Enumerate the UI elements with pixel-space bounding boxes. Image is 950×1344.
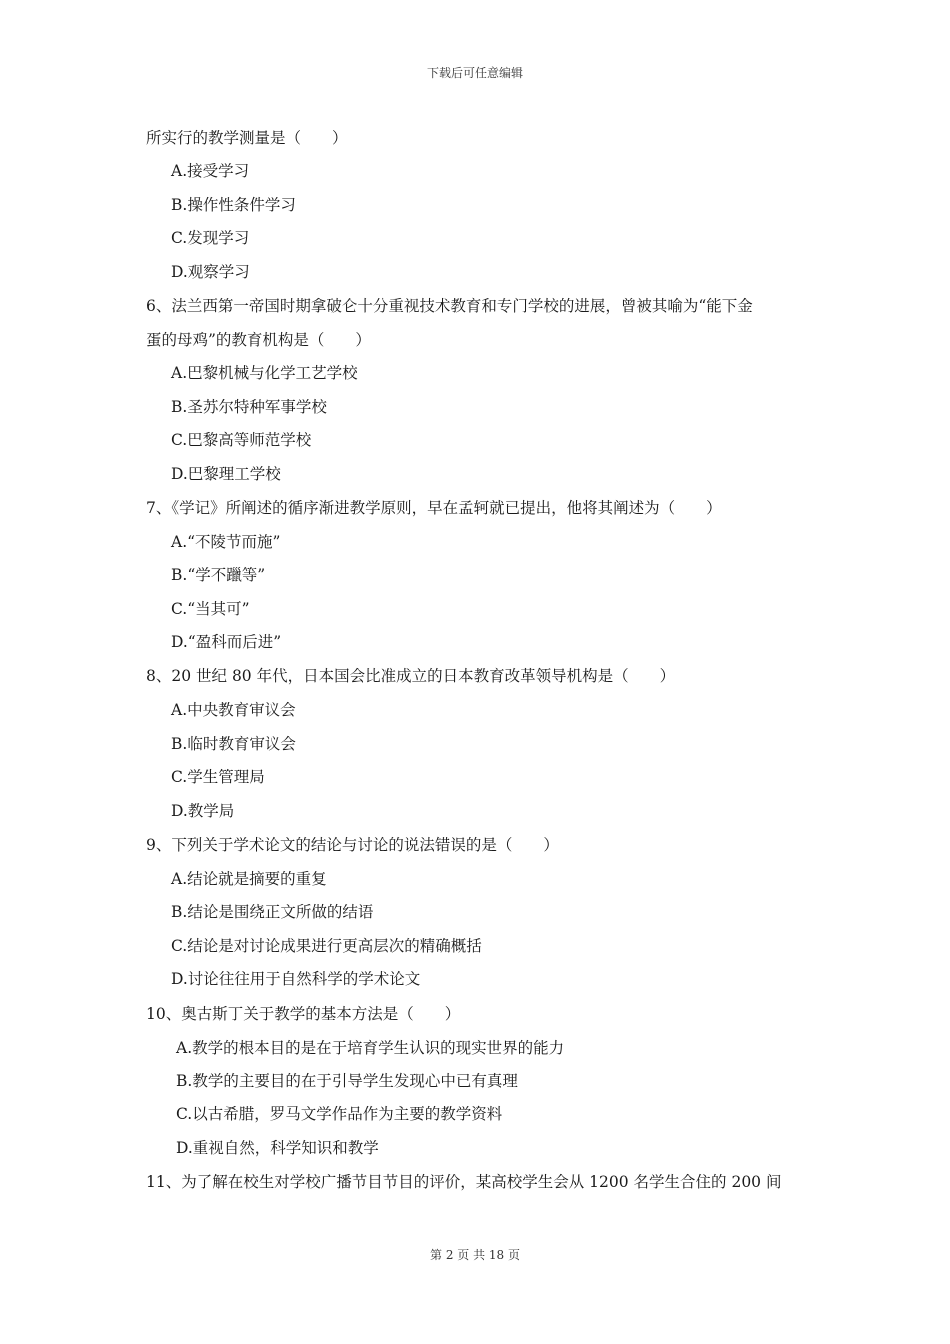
question-text: 10、奥古斯丁关于教学的基本方法是（ ） [146, 1004, 461, 1023]
question-text: 蛋的母鸡”的教育机构是（ ） [146, 330, 371, 349]
answer-option: D.“盈科而后进” [171, 633, 282, 652]
answer-option: B.结论是围绕正文所做的结语 [171, 903, 374, 922]
answer-option: A.结论就是摘要的重复 [171, 870, 327, 889]
answer-option: B.操作性条件学习 [171, 195, 296, 214]
question-text: 9、下列关于学术论文的结论与讨论的说法错误的是（ ） [146, 836, 559, 855]
answer-option: B.教学的主要目的在于引导学生发现心中已有真理 [176, 1071, 518, 1090]
answer-option: C.“当其可” [171, 599, 250, 618]
answer-option: B.“学不躐等” [171, 566, 266, 585]
answer-option: B.圣苏尔特种军事学校 [171, 397, 327, 416]
document-body [146, 122, 816, 1200]
page-footer: 第 2 页 共 18 页 [430, 1248, 520, 1262]
answer-option: C.学生管理局 [171, 768, 265, 787]
question-text: 7、《学记》所阐述的循序渐进教学原则，早在孟轲就已提出，他将其阐述为（ ） [146, 498, 722, 517]
question-text: 6、法兰西第一帝国时期拿破仑十分重视技术教育和专门学校的进展，曾被其喻为“能下金 [146, 296, 753, 315]
answer-option: C.结论是对讨论成果进行更高层次的精确概括 [171, 936, 482, 955]
answer-option: A.接受学习 [171, 162, 250, 181]
answer-option: D.教学局 [171, 801, 235, 820]
answer-option: D.观察学习 [171, 262, 250, 281]
question-text: 8、20 世纪 80 年代，日本国会比准成立的日本教育改革领导机构是（ ） [146, 667, 676, 686]
answer-option: B.临时教育审议会 [171, 734, 296, 753]
answer-option: A.中央教育审议会 [171, 701, 296, 720]
answer-option: A.巴黎机械与化学工艺学校 [171, 364, 358, 383]
answer-option: A.教学的根本目的是在于培育学生认识的现实世界的能力 [176, 1038, 565, 1057]
answer-option: A.“不陵节而施” [171, 532, 281, 551]
answer-option: C.发现学习 [171, 229, 250, 248]
answer-option: D.讨论往往用于自然科学的学术论文 [171, 970, 421, 989]
answer-option: D.重视自然，科学知识和教学 [176, 1138, 379, 1157]
question-text: 11、为了解在校生对学校广播节目节目的评价，某高校学生会从 1200 名学生合住的 200 间 [146, 1173, 782, 1192]
page-header: 下载后可任意编辑 [426, 66, 523, 80]
answer-option: C.巴黎高等师范学校 [171, 431, 312, 450]
answer-option: D.巴黎理工学校 [171, 464, 281, 483]
question-text: 所实行的教学测量是（ ） [146, 129, 348, 147]
answer-option: C.以古希腊，罗马文学作品作为主要的教学资料 [176, 1105, 503, 1124]
